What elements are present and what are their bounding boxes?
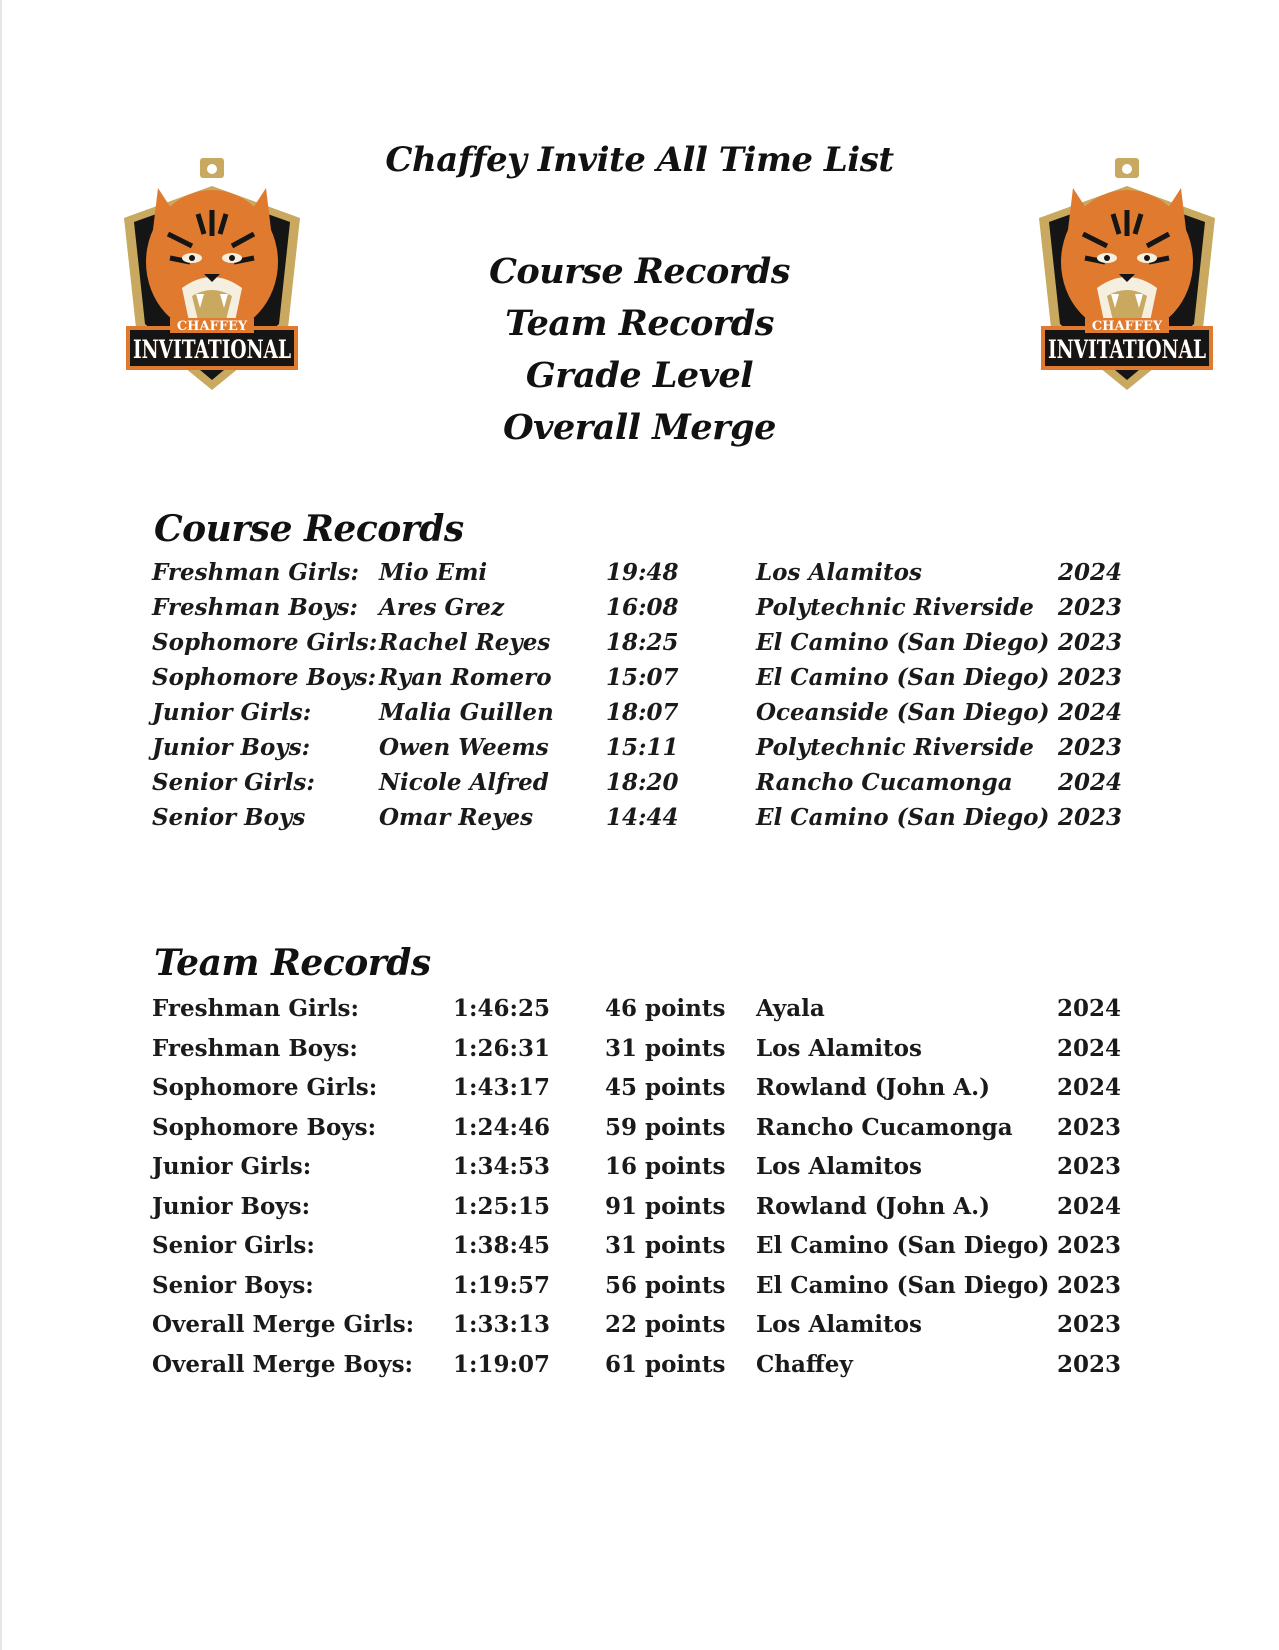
table-row (152, 1113, 1122, 1154)
cell-division: Sophomore Boys: (152, 1113, 377, 1141)
cell-division: Junior Boys: (152, 734, 311, 761)
team-records-heading: Team Records (154, 942, 431, 984)
cell-school: El Camino (San Diego) (756, 804, 1050, 831)
cell-school: Los Alamitos (756, 1034, 922, 1062)
cell-division: Freshman Girls: (152, 995, 359, 1022)
cell-year: 2024 (1058, 559, 1123, 586)
cell-points: 22 points (605, 1311, 726, 1338)
cell-points: 45 points (605, 1074, 726, 1101)
cell-school: Polytechnic Riverside (756, 594, 1034, 621)
course-records-table (152, 559, 1123, 839)
cell-school: El Camino (San Diego) (756, 1232, 1050, 1259)
table-row (152, 1271, 1122, 1312)
cell-school: Chaffey (756, 1350, 853, 1378)
cell-school: Rancho Cucamonga (756, 769, 1013, 796)
cell-division: Sophomore Girls: (152, 1074, 378, 1101)
cell-division: Sophomore Girls: (152, 629, 378, 656)
cell-year: 2024 (1057, 995, 1122, 1022)
cell-time: 1:19:57 (453, 1271, 550, 1299)
cell-time: 18:25 (606, 629, 679, 656)
cell-time: 15:07 (606, 664, 679, 691)
cell-points: 46 points (605, 995, 726, 1022)
cell-athlete: Mio Emi (379, 559, 488, 586)
cell-division: Overall Merge Girls: (152, 1311, 415, 1338)
cell-year: 2024 (1058, 769, 1123, 796)
cell-athlete: Nicole Alfred (379, 769, 549, 796)
cell-division: Junior Boys: (152, 1192, 311, 1220)
cell-time: 1:33:13 (453, 1311, 550, 1338)
cell-year: 2023 (1058, 594, 1123, 621)
logo-bottom-text: INVITATIONAL (133, 335, 292, 364)
cell-division: Senior Boys (152, 804, 306, 831)
cell-points: 91 points (605, 1192, 726, 1220)
cell-athlete: Owen Weems (379, 734, 549, 761)
cell-school: Rowland (John A.) (756, 1192, 990, 1220)
toc-item-grade-level: Grade Level (525, 355, 754, 396)
cell-year: 2024 (1058, 699, 1123, 726)
cell-year: 2023 (1057, 1113, 1122, 1141)
cell-time: 1:46:25 (453, 995, 550, 1022)
toc-item-course-records: Course Records (489, 251, 790, 292)
cell-school: El Camino (San Diego) (756, 1271, 1050, 1299)
cell-time: 1:38:45 (453, 1232, 550, 1259)
cell-year: 2023 (1057, 1153, 1122, 1180)
cell-year: 2023 (1058, 664, 1123, 691)
cell-points: 31 points (605, 1232, 726, 1259)
table-row (152, 1232, 1122, 1272)
table-row (152, 594, 1123, 629)
cell-time: 19:48 (606, 559, 679, 586)
cell-year: 2023 (1057, 1311, 1122, 1338)
course-records-heading: Course Records (154, 508, 464, 550)
table-row (152, 769, 1123, 804)
cell-school: Oceanside (San Diego) (756, 699, 1050, 726)
cell-division: Freshman Girls: (152, 559, 359, 586)
cell-points: 61 points (605, 1350, 726, 1378)
cell-school: Los Alamitos (756, 1153, 922, 1180)
table-row (152, 1034, 1122, 1075)
cell-athlete: Rachel Reyes (379, 629, 551, 656)
table-row (152, 699, 1123, 734)
cell-time: 16:08 (606, 594, 679, 621)
table-row (152, 559, 1123, 594)
cell-year: 2023 (1058, 734, 1123, 761)
cell-time: 1:26:31 (453, 1034, 550, 1062)
cell-school: Los Alamitos (756, 1311, 922, 1338)
table-of-contents (0, 246, 1279, 454)
table-row (152, 995, 1122, 1035)
cell-division: Freshman Boys: (152, 594, 358, 621)
cell-time: 15:11 (606, 734, 679, 761)
cell-time: 18:07 (606, 699, 679, 726)
cell-division: Overall Merge Boys: (152, 1350, 414, 1378)
cell-points: 31 points (605, 1034, 726, 1062)
cell-division: Senior Girls: (152, 1232, 315, 1259)
table-row (152, 804, 1123, 839)
cell-school: El Camino (San Diego) (756, 664, 1050, 691)
cell-year: 2024 (1057, 1074, 1122, 1101)
cell-points: 16 points (605, 1153, 726, 1180)
cell-year: 2024 (1057, 1192, 1122, 1220)
table-row (152, 664, 1123, 699)
cell-time: 14:44 (606, 804, 679, 831)
logo-top-text: CHAFFEY (1091, 319, 1163, 334)
cell-time: 1:34:53 (453, 1153, 550, 1180)
logo-bottom-text: INVITATIONAL (1048, 335, 1207, 364)
cell-division: Sophomore Boys: (152, 664, 377, 691)
cell-points: 56 points (605, 1271, 726, 1299)
team-records-table (152, 995, 1122, 1390)
cell-school: Los Alamitos (756, 559, 922, 586)
table-row (152, 1311, 1122, 1351)
cell-school: El Camino (San Diego) (756, 629, 1050, 656)
table-row (152, 1350, 1122, 1391)
page-title: Chaffey Invite All Time List (385, 140, 894, 180)
cell-school: Polytechnic Riverside (756, 734, 1034, 761)
cell-division: Freshman Boys: (152, 1034, 358, 1062)
cell-time: 1:43:17 (453, 1074, 550, 1101)
cell-division: Senior Boys: (152, 1271, 314, 1299)
table-row (152, 629, 1123, 664)
cell-athlete: Ryan Romero (379, 664, 552, 691)
table-row (152, 1192, 1122, 1233)
cell-year: 2024 (1057, 1034, 1122, 1062)
logo-top-text: CHAFFEY (176, 319, 248, 334)
cell-year: 2023 (1057, 1271, 1122, 1299)
cell-athlete: Malia Guillen (379, 699, 554, 726)
cell-year: 2023 (1058, 804, 1123, 831)
cell-year: 2023 (1057, 1232, 1122, 1259)
table-row (152, 1153, 1122, 1193)
toc-item-team-records: Team Records (505, 303, 774, 344)
table-row (152, 1074, 1122, 1114)
cell-athlete: Omar Reyes (379, 804, 534, 831)
cell-school: Rowland (John A.) (756, 1074, 990, 1101)
cell-points: 59 points (605, 1113, 726, 1141)
toc-item-overall-merge: Overall Merge (503, 407, 776, 448)
cell-division: Senior Girls: (152, 769, 315, 796)
cell-time: 1:25:15 (453, 1192, 550, 1220)
cell-division: Junior Girls: (152, 1153, 312, 1180)
cell-school: Ayala (756, 995, 825, 1022)
cell-division: Junior Girls: (152, 699, 312, 726)
cell-year: 2023 (1058, 629, 1123, 656)
cell-athlete: Ares Grez (379, 594, 505, 621)
cell-year: 2023 (1057, 1350, 1122, 1378)
cell-school: Rancho Cucamonga (756, 1113, 1013, 1141)
table-row (152, 734, 1123, 769)
cell-time: 18:20 (606, 769, 679, 796)
cell-time: 1:24:46 (453, 1113, 550, 1141)
cell-time: 1:19:07 (453, 1350, 550, 1378)
